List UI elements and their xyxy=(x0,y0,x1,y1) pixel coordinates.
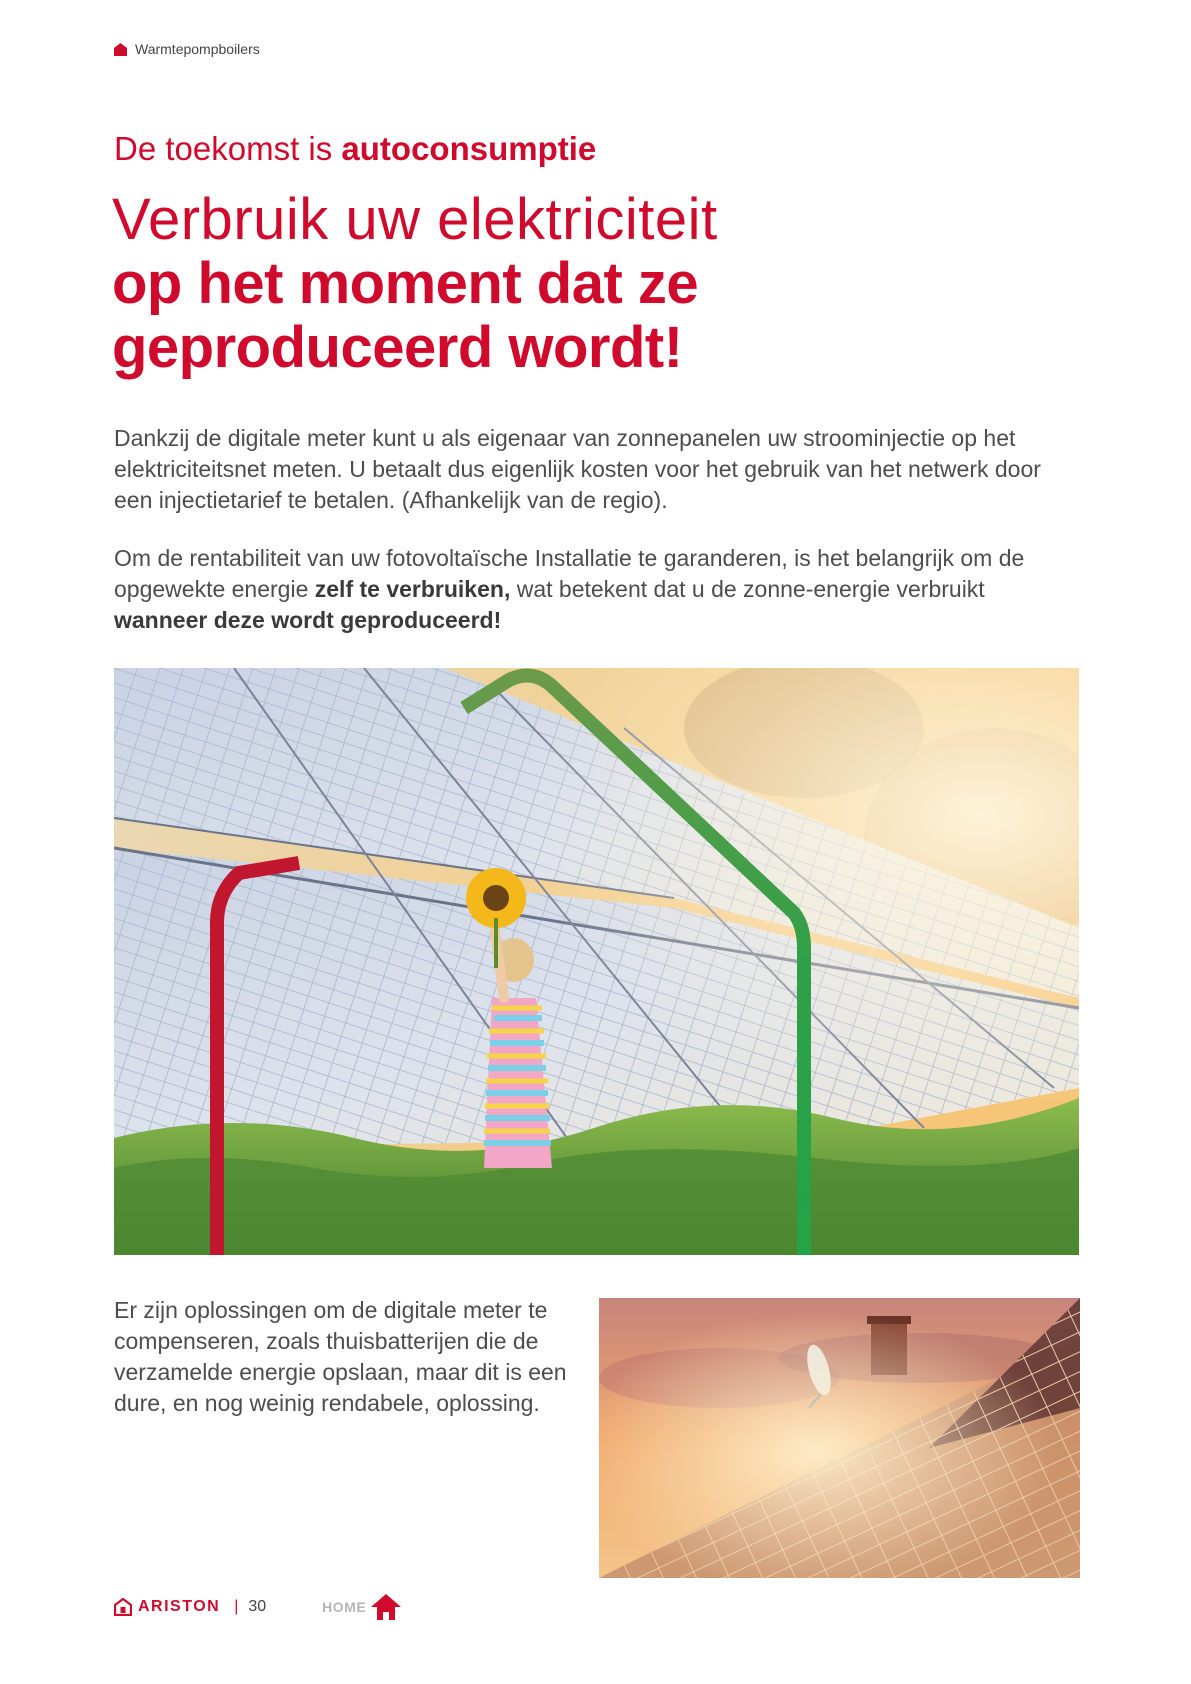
intro-paragraph: Dankzij de digitale meter kunt u als eigenaar van zonnepanelen uw stroominjectie op het elektriciteitsnet meten. U betaalt dus eigenlijk kosten voor het gebruik van het netwerk door een injectietarief te betalen. (Afhankelijk van de regio). xyxy=(114,425,1041,513)
footer-separator: | xyxy=(234,1598,239,1615)
home-icon xyxy=(114,43,127,56)
page-title xyxy=(112,188,1112,380)
home-arrow-icon xyxy=(370,1593,402,1621)
ariston-house-icon xyxy=(114,1598,132,1616)
rentability-paragraph xyxy=(114,543,1074,636)
p2-bold2: wanneer deze wordt geproduceerd! xyxy=(114,607,502,633)
hero-image-solar-panels xyxy=(114,668,1079,1255)
kicker-prefix: De toekomst is xyxy=(114,130,342,167)
footer xyxy=(114,1590,402,1624)
brand-name: ARISTON xyxy=(138,1598,221,1615)
home-link[interactable] xyxy=(322,1593,402,1621)
roof-solar-image xyxy=(599,1298,1080,1578)
solutions-paragraph: Er zijn oplossingen om de digitale meter te compenseren, zoals thuisbatterijen die de verzamelde energie opslaan, maar dit is een dure, en nog weinig rendabele, oplossing. xyxy=(114,1297,567,1416)
breadcrumb[interactable] xyxy=(114,40,260,58)
headline-line-2: op het moment dat ze xyxy=(112,251,699,316)
home-label: HOME xyxy=(322,1599,367,1615)
p2-part1: Om de rentabiliteit van uw fotovoltaïsche Installatie te garanderen, is het belangrijk om de opgewekte energie xyxy=(114,545,1025,602)
p2-bold1: zelf te verbruiken, xyxy=(314,576,511,602)
kicker-bold: autoconsumptie xyxy=(341,130,597,167)
kicker-title xyxy=(114,130,596,168)
ariston-logo[interactable] xyxy=(114,1598,220,1616)
headline-line-3: geproduceerd wordt! xyxy=(112,315,683,380)
p2-part2: wat betekent dat u de zonne-energie verbruikt xyxy=(510,576,985,602)
page-number: 30 xyxy=(248,1598,267,1615)
breadcrumb-label: Warmtepompboilers xyxy=(135,41,260,57)
headline-line-1: Verbruik uw elektriciteit xyxy=(112,187,718,252)
